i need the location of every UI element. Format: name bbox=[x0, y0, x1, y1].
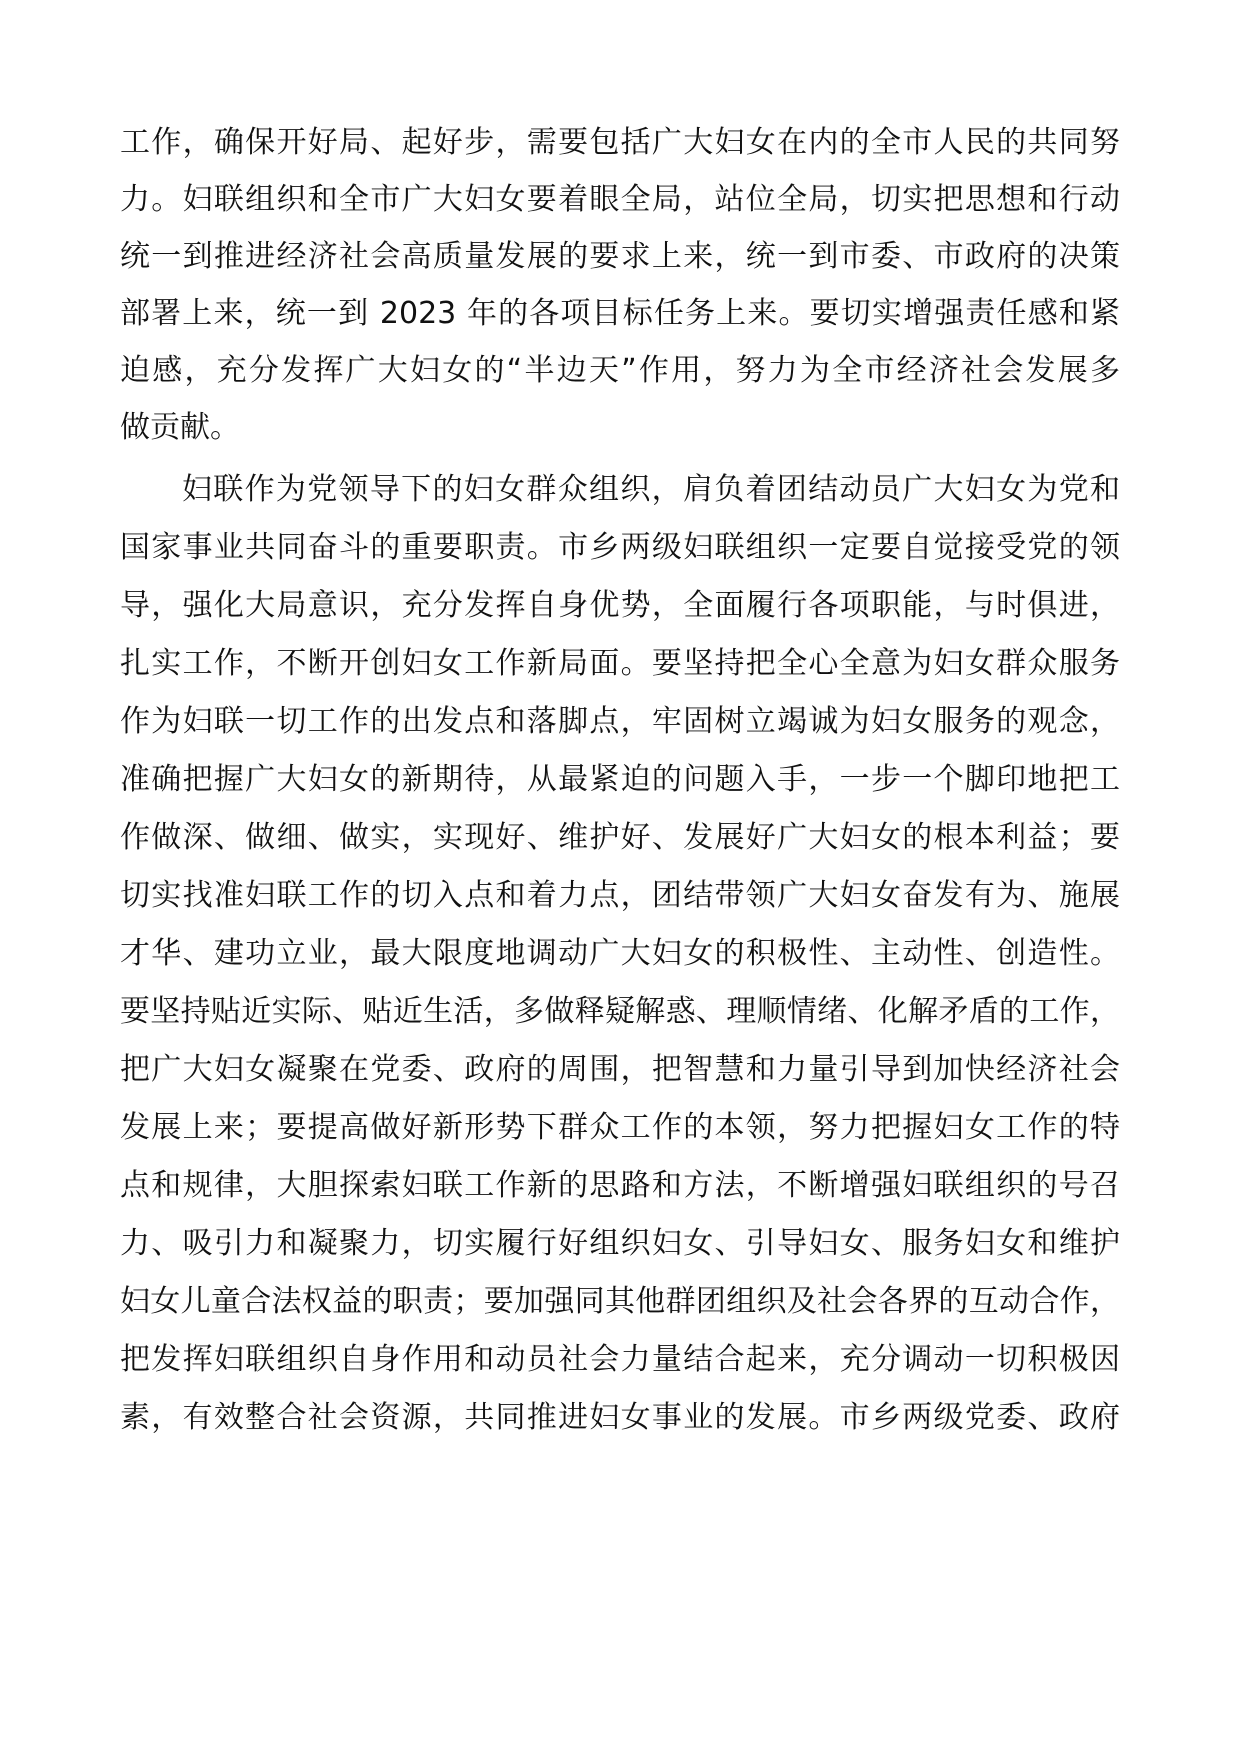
text-line: 妇女儿童合法权益的职责；要加强同其他群团组织及社会各界的互动合作， bbox=[120, 1284, 1120, 1319]
text-line: 做贡献。 bbox=[120, 410, 240, 445]
text-line: 妇联作为党领导下的妇女群众组织，肩负着团结动员广大妇女为党和 bbox=[182, 472, 1120, 507]
text-line: 工作，确保开好局、起好步，需要包括广大妇女在内的全市人民的共同努 bbox=[120, 125, 1120, 160]
text-line: 导，强化大局意识，充分发挥自身优势，全面履行各项职能，与时俱进， bbox=[120, 588, 1120, 623]
text-line: 迫感，充分发挥广大妇女的“半边天”作用，努力为全市经济社会发展多 bbox=[120, 353, 1120, 388]
text-line: 把发挥妇联组织自身作用和动员社会力量结合起来，充分调动一切积极因 bbox=[120, 1342, 1120, 1377]
text-line: 把广大妇女凝聚在党委、政府的周围，把智慧和力量引导到加快经济社会 bbox=[120, 1052, 1120, 1087]
text-line: 素，有效整合社会资源，共同推进妇女事业的发展。市乡两级党委、政府 bbox=[120, 1400, 1120, 1435]
text-line: 点和规律，大胆探索妇联工作新的思路和方法，不断增强妇联组织的号召 bbox=[120, 1168, 1120, 1203]
text-line: 部署上来，统一到 2023 年的各项目标任务上来。要切实增强责任感和紧 bbox=[120, 296, 1120, 331]
text-line: 要坚持贴近实际、贴近生活，多做释疑解惑、理顺情绪、化解矛盾的工作， bbox=[120, 994, 1120, 1029]
text-line: 准确把握广大妇女的新期待，从最紧迫的问题入手，一步一个脚印地把工 bbox=[120, 762, 1120, 797]
text-line: 作为妇联一切工作的出发点和落脚点，牢固树立竭诚为妇女服务的观念， bbox=[120, 704, 1120, 739]
text-line: 力、吸引力和凝聚力，切实履行好组织妇女、引导妇女、服务妇女和维护 bbox=[120, 1226, 1120, 1261]
text-line: 切实找准妇联工作的切入点和着力点，团结带领广大妇女奋发有为、施展 bbox=[120, 878, 1120, 913]
text-line: 扎实工作，不断开创妇女工作新局面。要坚持把全心全意为妇女群众服务 bbox=[120, 646, 1120, 681]
text-line: 作做深、做细、做实，实现好、维护好、发展好广大妇女的根本利益；要 bbox=[120, 820, 1120, 855]
text-line: 发展上来；要提高做好新形势下群众工作的本领，努力把握妇女工作的特 bbox=[120, 1110, 1120, 1145]
text-line: 统一到推进经济社会高质量发展的要求上来，统一到市委、市政府的决策 bbox=[120, 239, 1120, 274]
text-line: 国家事业共同奋斗的重要职责。市乡两级妇联组织一定要自觉接受党的领 bbox=[120, 530, 1120, 565]
text-line: 才华、建功立业，最大限度地调动广大妇女的积极性、主动性、创造性。 bbox=[120, 936, 1120, 971]
text-line: 力。妇联组织和全市广大妇女要着眼全局，站位全局，切实把思想和行动 bbox=[120, 182, 1120, 217]
